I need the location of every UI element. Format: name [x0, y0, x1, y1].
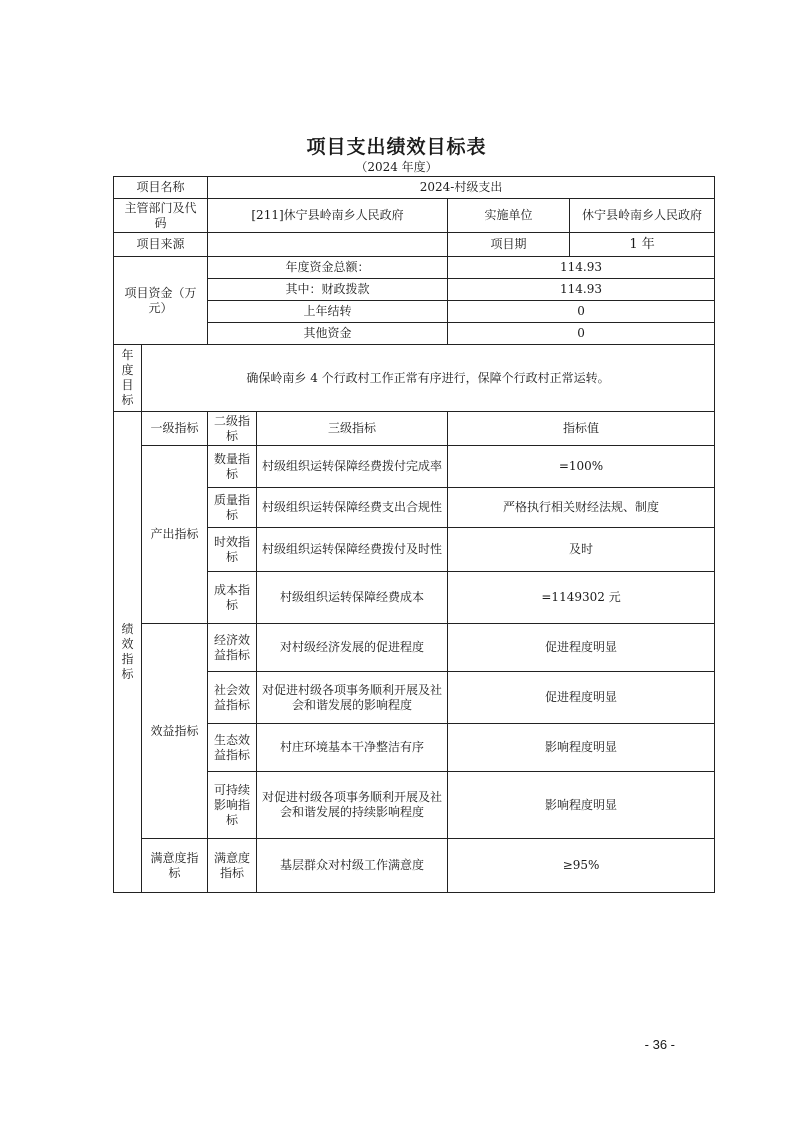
- level1-output: 产出指标: [142, 446, 208, 624]
- level3-cell: 村庄环境基本干净整洁有序: [257, 724, 448, 772]
- indicator-value-cell: 严格执行相关财经法规、制度: [448, 488, 715, 528]
- funds-label: 项目资金（万元）: [114, 257, 208, 345]
- impl-unit-label: 实施单位: [448, 199, 570, 233]
- indicator-value-cell: 促进程度明显: [448, 672, 715, 724]
- level2-cell: 可持续影响指标: [208, 772, 257, 839]
- performance-target-table: [113, 176, 715, 893]
- funds-fiscal-value: 114.93: [448, 279, 715, 301]
- header-level3: 三级指标: [257, 412, 448, 446]
- indicator-value-cell: =1149302 元: [448, 572, 715, 624]
- indicator-value-cell: 促进程度明显: [448, 624, 715, 672]
- level3-cell: 村级组织运转保障经费拨付及时性: [257, 528, 448, 572]
- header-level2: 二级指标: [208, 412, 257, 446]
- indicator-value-cell: 及时: [448, 528, 715, 572]
- level2-cell: 时效指标: [208, 528, 257, 572]
- indicator-value-cell: =100%: [448, 446, 715, 488]
- project-name-label: 项目名称: [114, 177, 208, 199]
- source-value: [208, 233, 448, 257]
- level3-cell: 村级组织运转保障经费拨付完成率: [257, 446, 448, 488]
- funds-other-value: 0: [448, 323, 715, 345]
- funds-carryover-label: 上年结转: [208, 301, 448, 323]
- page-number: - 36 -: [644, 1037, 675, 1052]
- funds-total-label: 年度资金总额：: [208, 257, 448, 279]
- level2-cell: 生态效益指标: [208, 724, 257, 772]
- level2-cell: 成本指标: [208, 572, 257, 624]
- level3-cell: 村级组织运转保障经费支出合规性: [257, 488, 448, 528]
- level2-cell: 经济效益指标: [208, 624, 257, 672]
- level1-satisfaction: 满意度指标: [142, 839, 208, 893]
- level3-cell: 基层群众对村级工作满意度: [257, 839, 448, 893]
- dept-value: [211]休宁县岭南乡人民政府: [208, 199, 448, 233]
- funds-carryover-value: 0: [448, 301, 715, 323]
- level3-cell: 村级组织运转保障经费成本: [257, 572, 448, 624]
- indicators-section-label: 绩效指标: [114, 412, 142, 893]
- indicator-value-cell: ≥95%: [448, 839, 715, 893]
- period-label: 项目期: [448, 233, 570, 257]
- funds-fiscal-label: 其中：财政拨款: [208, 279, 448, 301]
- impl-unit-value: 休宁县岭南乡人民政府: [570, 199, 715, 233]
- level3-cell: 对村级经济发展的促进程度: [257, 624, 448, 672]
- level2-cell: 社会效益指标: [208, 672, 257, 724]
- dept-label: 主管部门及代码: [114, 199, 208, 233]
- period-value: 1 年: [570, 233, 715, 257]
- page-subtitle: （2024 年度）: [355, 160, 438, 174]
- annual-goal-value: 确保岭南乡 4 个行政村工作正常有序进行，保障个行政村正常运转。: [142, 345, 715, 412]
- level1-benefit: 效益指标: [142, 624, 208, 839]
- source-label: 项目来源: [114, 233, 208, 257]
- indicator-value-cell: 影响程度明显: [448, 772, 715, 839]
- funds-total-value: 114.93: [448, 257, 715, 279]
- level2-cell: 数量指标: [208, 446, 257, 488]
- header-level1: 一级指标: [142, 412, 208, 446]
- project-name-value: 2024-村级支出: [208, 177, 715, 199]
- level2-cell: 满意度指标: [208, 839, 257, 893]
- level3-cell: 对促进村级各项事务顺利开展及社会和谐发展的影响程度: [257, 672, 448, 724]
- indicator-value-cell: 影响程度明显: [448, 724, 715, 772]
- page-title: 项目支出绩效目标表: [306, 136, 487, 158]
- funds-other-label: 其他资金: [208, 323, 448, 345]
- annual-goal-label: 年度目标: [114, 345, 142, 412]
- level3-cell: 对促进村级各项事务顺利开展及社会和谐发展的持续影响程度: [257, 772, 448, 839]
- level2-cell: 质量指标: [208, 488, 257, 528]
- header-value: 指标值: [448, 412, 715, 446]
